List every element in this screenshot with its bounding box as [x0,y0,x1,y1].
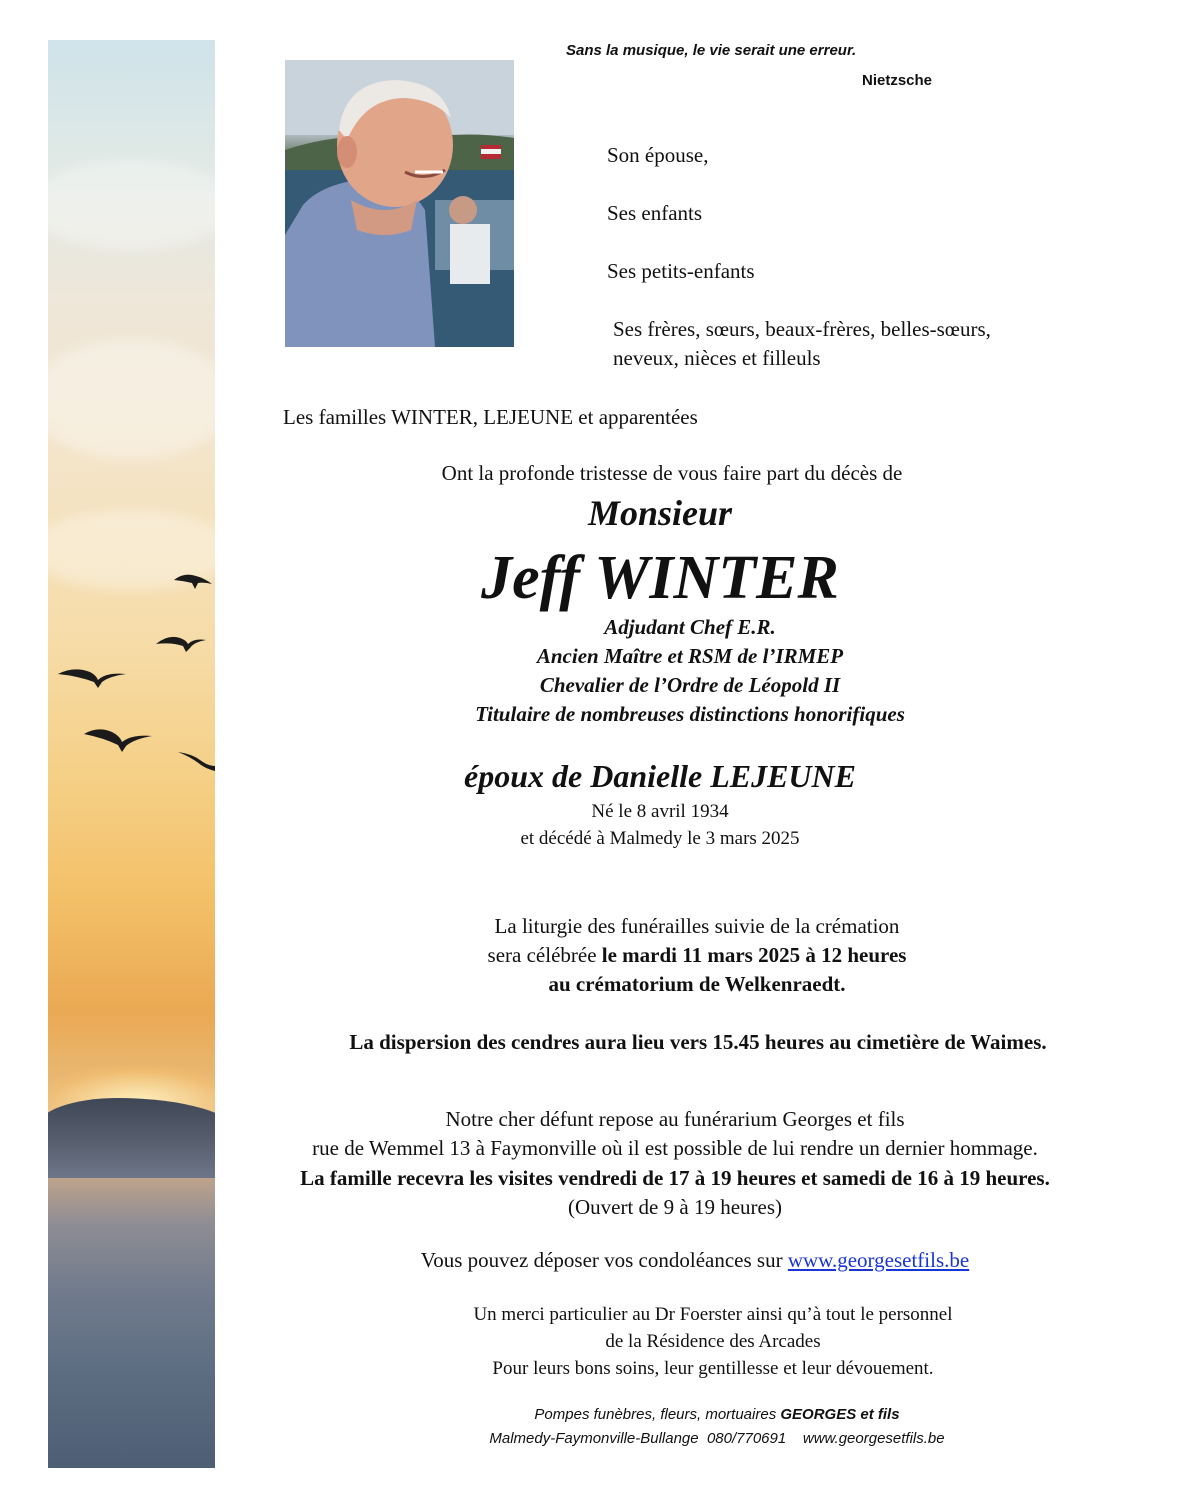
family-line: Les familles WINTER, LEJEUNE et apparentées [283,405,698,429]
family-line: neveux, nièces et filleuls [613,346,821,370]
title-line: Adjudant Chef E.R. [604,615,776,639]
portrait-illustration [285,60,514,347]
footer-company-name: GEORGES et fils [780,1406,900,1423]
family-line: Ses enfants [607,201,703,225]
footer-company [300,1406,1134,1423]
opening-hours: (Ouvert de 9 à 19 heures) [568,1195,782,1219]
repose-line: Notre cher défunt repose au funérarium Georges et fils [445,1107,905,1131]
birds-icon [48,40,215,1468]
thanks-line: Pour leurs bons soins, leur gentillesse et leur dévouement. [492,1358,934,1379]
death-date: et décédé à Malmedy le 3 mars 2025 [520,828,800,849]
honorific: Monsieur [587,493,733,533]
epigraph-author: Nietzsche [862,72,933,89]
footer-services: Pompes funèbres, fleurs, mortuaires [534,1406,781,1423]
family-line: Ses frères, sœurs, beaux-frères, belles-sœurs, [613,317,991,341]
liturgy-line: La liturgie des funérailles suivie de la crémation [494,914,900,938]
dispersion-notice: La dispersion des cendres aura lieu vers 15.45 heures au cimetière de Waimes. [349,1030,1047,1054]
liturgy-location: au crématorium de Welkenraedt. [548,972,846,996]
thanks-block [300,1301,1126,1382]
epigraph-quote: Sans la musique, le vie serait une erreur. [566,42,857,59]
visits-line: La famille recevra les visites vendredi de 17 à 19 heures et samedi de 16 à 19 heures. [300,1166,1050,1190]
title-line: Titulaire de nombreuses distinctions honorifiques [475,702,905,726]
spouse-line: époux de Danielle LEJEUNE [464,758,856,794]
repose-line: rue de Wemmel 13 à Faymonville où il est possible de lui rendre un dernier hommage. [312,1136,1038,1160]
announcement-text: Ont la profonde tristesse de vous faire part du décès de [441,461,903,485]
condolences-text: Vous pouvez déposer vos condoléances sur [420,1248,788,1272]
liturgy-date: le mardi 11 mars 2025 à 12 heures [601,943,907,967]
title-line: Ancien Maître et RSM de l’IRMEP [536,644,844,668]
family-line: Ses petits-enfants [607,259,755,283]
titles-block [330,613,1050,729]
sunset-banner-image [48,40,215,1468]
deceased-name: Jeff WINTER [481,544,839,612]
condolences-line [215,1245,1175,1275]
liturgy-line [300,940,1094,970]
liturgy-prefix: sera célébrée [487,943,602,967]
title-line: Chevalier de l’Ordre de Léopold II [539,673,841,697]
thanks-line: de la Résidence des Arcades [605,1331,821,1352]
thanks-line: Un merci particulier au Dr Foerster ainsi qu’à tout le personnel [473,1304,953,1325]
footer-contact-text: Malmedy-Faymonville-Bullange 080/770691 www.georgesetfils.be [489,1430,945,1447]
condolences-link[interactable]: www.georgesetfils.be [787,1248,970,1272]
footer-contact [300,1430,1134,1447]
portrait-photo [285,60,514,347]
birth-date: Né le 8 avril 1934 [591,801,729,822]
family-line: Son épouse, [607,143,709,167]
